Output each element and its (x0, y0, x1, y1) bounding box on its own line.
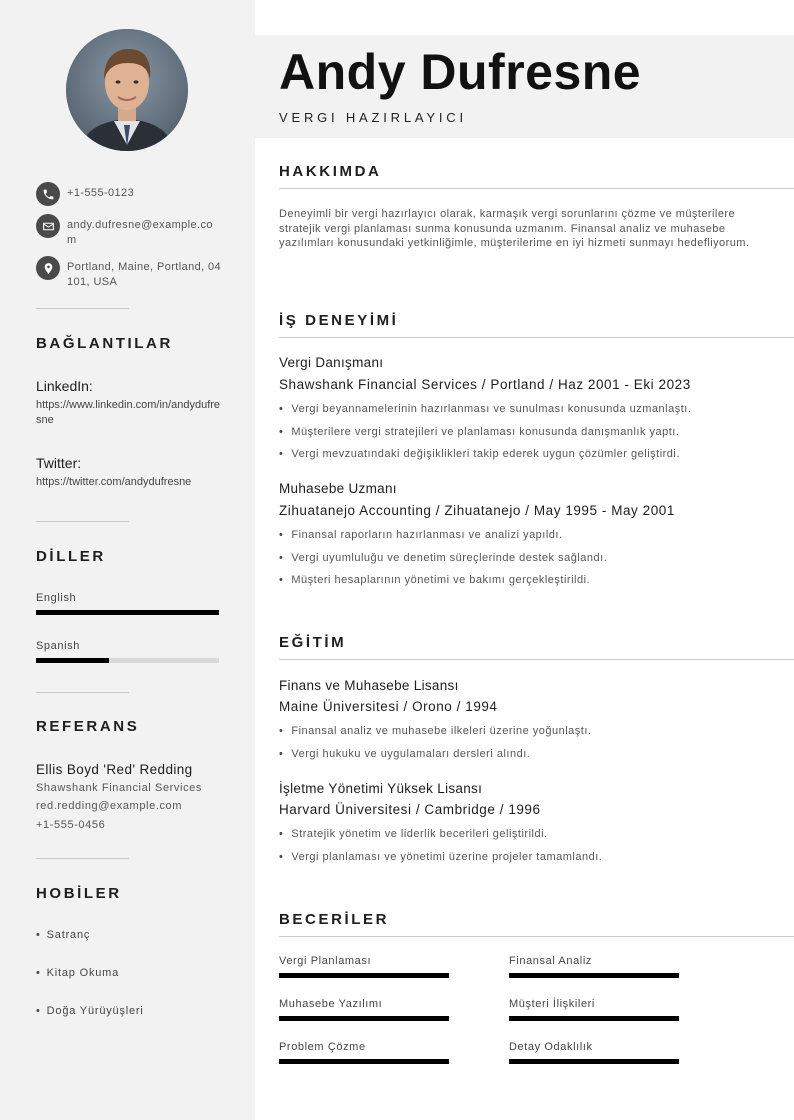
email-icon (36, 214, 60, 238)
list-item: • Müşterilere vergi stratejileri ve planlaması konusunda danışmanlık yaptı. (279, 425, 680, 438)
divider (36, 308, 129, 309)
degree-bullets (279, 720, 784, 765)
skill-level-bar (279, 973, 449, 978)
profile-photo (66, 29, 188, 151)
languages-heading: DİLLER (36, 548, 106, 565)
portrait-image (66, 29, 188, 151)
skill-level-bar (509, 1059, 679, 1064)
list-item: • Vergi planlaması ve yönetimi üzerine projeler tamamlandı. (279, 850, 603, 863)
degree-title: İşletme Yönetimi Yüksek Lisansı (279, 781, 483, 796)
linkedin-url[interactable]: https://www.linkedin.com/in/andydufresne (36, 399, 221, 426)
skill-name: Detay Odaklılık (509, 1041, 593, 1053)
degree-bullets (279, 823, 784, 868)
list-item: • Vergi hukuku ve uygulamaları dersleri alındı. (279, 747, 531, 760)
list-item: • Finansal raporların hazırlanması ve analizi yapıldı. (279, 529, 563, 541)
job-title: VERGI HAZIRLAYICI (279, 110, 467, 125)
reference-heading: REFERANS (36, 718, 140, 735)
language-level-bar (36, 610, 219, 615)
hobby-item: • Satranç (36, 929, 91, 941)
section-rule (279, 936, 794, 937)
job-bullets (279, 398, 784, 466)
linkedin-label: LinkedIn: (36, 378, 93, 394)
language-level-fill (36, 658, 109, 663)
job-bullets (279, 524, 784, 592)
divider (36, 692, 129, 693)
skill-level-bar (509, 1016, 679, 1021)
divider (36, 858, 129, 859)
contact-email (36, 214, 222, 248)
skill-name: Problem Çözme (279, 1041, 366, 1053)
skill-name: Muhasebe Yazılımı (279, 998, 383, 1010)
postal-address: Portland, Maine, Portland, 04101, USA (67, 261, 222, 288)
list-item: • Vergi beyannamelerinin hazırlanması ve sunulması konusunda uzmanlaştı. (279, 403, 692, 415)
section-rule (279, 337, 794, 338)
about-text: Deneyimli bir vergi hazırlayıcı olarak, karmaşık vergi sorunlarını çözme ve müşterilere stratejik vergi planlaması sunma konusunda uzmanım. Finansal analiz ve muhasebe yazılımları konusundaki yetkinliğimle, müşterilerime en iyi hizmeti sunmayı hedefliyorum. (279, 208, 750, 249)
language-level-bar (36, 658, 219, 663)
skill-level-bar (509, 973, 679, 978)
contact-address (36, 256, 222, 290)
divider (36, 521, 129, 522)
job-position: Vergi Danışmanı (279, 355, 384, 370)
about-heading: HAKKIMDA (279, 163, 382, 180)
skill-level-fill (509, 973, 679, 978)
reference-company: Shawshank Financial Services (36, 782, 202, 794)
education-heading: EĞİTİM (279, 634, 347, 651)
email-address: andy.dufresne@example.com (67, 219, 213, 246)
skill-level-bar (279, 1016, 449, 1021)
phone-number: +1-555-0123 (67, 187, 135, 199)
degree-details: Maine Üniversitesi / Orono / 1994 (279, 699, 498, 714)
name-header (255, 35, 794, 138)
twitter-url[interactable]: https://twitter.com/andydufresne (36, 476, 192, 488)
full-name: Andy Dufresne (279, 44, 642, 100)
contact-phone (36, 182, 222, 206)
section-rule (279, 659, 794, 660)
list-item: • Finansal analiz ve muhasebe ilkeleri üzerine yoğunlaştı. (279, 725, 592, 737)
job-position: Muhasebe Uzmanı (279, 481, 397, 496)
language-level-fill (36, 610, 219, 615)
skill-name: Vergi Planlaması (279, 955, 372, 967)
skill-level-fill (279, 1059, 449, 1064)
hobby-item: • Kitap Okuma (36, 967, 120, 979)
skill-level-bar (279, 1059, 449, 1064)
list-item: • Müşteri hesaplarının yönetimi ve bakımı gerçekleştirildi. (279, 574, 591, 586)
sidebar (0, 0, 255, 1120)
degree-title: Finans ve Muhasebe Lisansı (279, 678, 459, 693)
list-item: • Vergi uyumluluğu ve denetim süreçlerinde destek sağlandı. (279, 551, 608, 564)
location-pin-icon (36, 256, 60, 280)
skill-name: Müşteri İlişkileri (509, 998, 595, 1010)
job-details: Zihuatanejo Accounting / Zihuatanejo / May 1995 - May 2001 (279, 503, 675, 518)
job-details: Shawshank Financial Services / Portland / Haz 2001 - Eki 2023 (279, 377, 691, 392)
contact-list (36, 182, 222, 298)
links-heading: BAĞLANTILAR (36, 335, 173, 352)
skill-level-fill (509, 1016, 679, 1021)
language-name: English (36, 592, 77, 604)
twitter-label: Twitter: (36, 455, 82, 471)
reference-email[interactable]: red.redding@example.com (36, 800, 183, 812)
skill-level-fill (509, 1059, 679, 1064)
hobby-item: • Doğa Yürüyüşleri (36, 1005, 144, 1017)
section-rule (279, 188, 794, 189)
experience-heading: İŞ DENEYİMİ (279, 312, 399, 329)
reference-phone: +1-555-0456 (36, 819, 106, 831)
skill-level-fill (279, 973, 449, 978)
language-name: Spanish (36, 640, 80, 652)
skill-name: Finansal Analiz (509, 955, 592, 967)
list-item: • Stratejik yönetim ve liderlik becerileri geliştirildi. (279, 828, 548, 840)
skill-level-fill (279, 1016, 449, 1021)
phone-icon (36, 182, 60, 206)
skills-heading: BECERİLER (279, 911, 390, 928)
reference-name: Ellis Boyd 'Red' Redding (36, 762, 193, 777)
list-item: • Vergi mevzuatındaki değişiklikleri takip ederek uygun çözümler geliştirdi. (279, 448, 680, 460)
degree-details: Harvard Üniversitesi / Cambridge / 1996 (279, 802, 541, 817)
hobbies-heading: HOBİLER (36, 885, 122, 902)
